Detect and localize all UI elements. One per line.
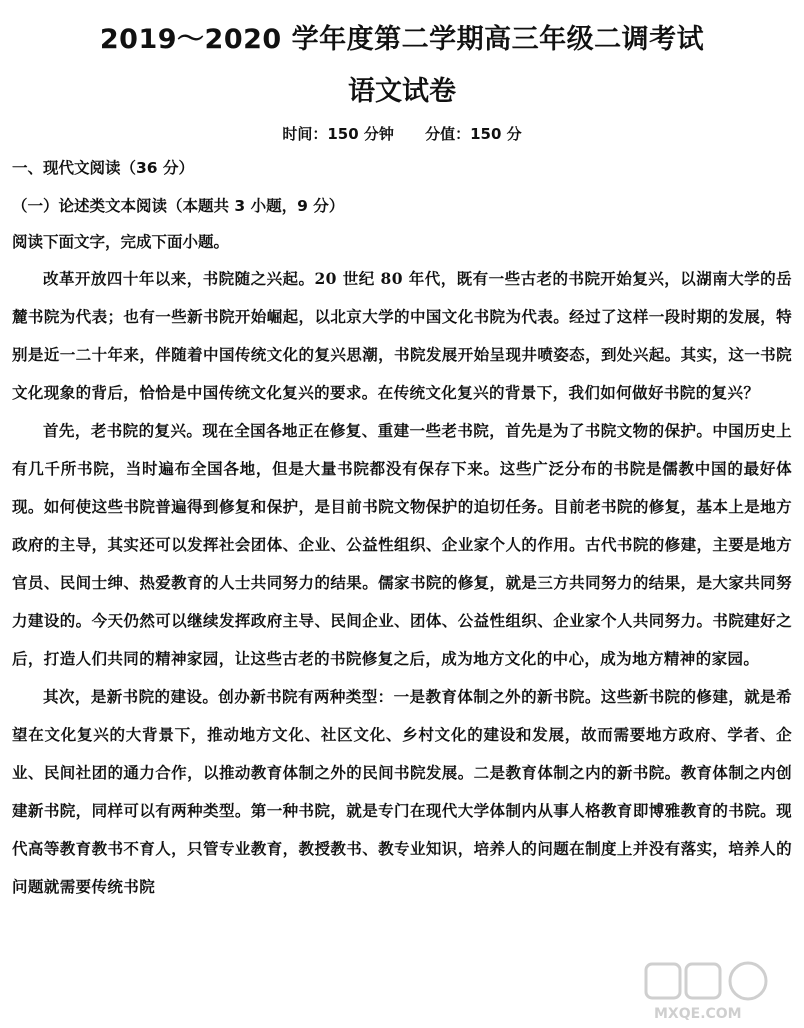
paragraph-2: 首先，老书院的复兴。现在全国各地正在修复、重建一些老书院，首先是为了书院文物的保护。中国历史上有几千所书院，当时遍布全国各地，但是大量书院都没有保存下来。这些广泛分布的书院是儒教中国的最好体现。如何使这些书院普遍得到修复和保护，是目前书院文物保护的迫切任务。目前老书院的修复，基本上是地方政府的主导，其实还可以发挥社会团体、企业、公益性组织、企业家个人的作用。古代书院的修建，主要是地方官员、民间士绅、热爱教育的人士共同努力的结果。儒家书院的修复，就是三方共同努力的结果，是大家共同努力建设的。今天仍然可以继续发挥政府主导、民间企业、团体、公益性组织、企业家个人共同努力。书院建好之后，打造人们共同的精神家园，让这些古老的书院修复之后，成为地方文化的中心，成为地方精神的家园。 xyxy=(12,421,792,668)
paragraph-3: 其次，是新书院的建设。创办新书院有两种类型：一是教育体制之外的新书院。这些新书院的修建，就是希望在文化复兴的大背景下，推动地方文化、社区文化、乡村文化的建设和发展，故而需要地方政府、学者、企业、民间社团的通力合作，以推动教育体制之外的民间书院发展。二是教育体制之内的新书院。教育体制之内创建新书院，同样可以有两种类型。第一种书院，就是专门在现代大学体制内从事人格教育即博雅教育的书院。现代高等教育教书不育人，只管专业教育，教授教书、教专业知识，培养人的问题在制度上并没有落实，培养人的问题就需要传统书院 xyxy=(12,687,792,896)
watermark-logo-icon xyxy=(644,958,794,1024)
subsection-heading: （一）论述类文本阅读（本题共 3 小题，9 分） xyxy=(12,197,345,215)
paragraph-1: 改革开放四十年以来，书院随之兴起。20 世纪 80 年代，既有一些古老的书院开始复兴，以湖南大学的岳麓书院为代表；也有一些新书院开始崛起，以北京大学的中国文化书院为代表。经过了这样一段时期的发展，特别是近一二十年来，伴随着中国传统文化的复兴思潮，书院发展开始呈现井喷姿态，到处兴起。其实，这一书院文化现象的背后，恰恰是中国传统文化复兴的要求。在传统文化复兴的背景下，我们如何做好书院的复兴？ xyxy=(12,269,792,402)
exam-time: 时间：150 分钟 xyxy=(282,125,394,143)
reading-instruction: 阅读下面文字，完成下面小题。 xyxy=(12,233,230,251)
section-heading: 一、现代文阅读（36 分） xyxy=(12,159,194,177)
exam-score: 分值：150 分 xyxy=(425,125,522,143)
exam-meta xyxy=(12,122,792,146)
exam-subtitle: 语文试卷 xyxy=(348,76,456,107)
watermark-text: MXQE.COM xyxy=(654,1006,742,1022)
exam-title: 2019～2020 学年度第二学期高三年级二调考试 xyxy=(99,24,705,55)
